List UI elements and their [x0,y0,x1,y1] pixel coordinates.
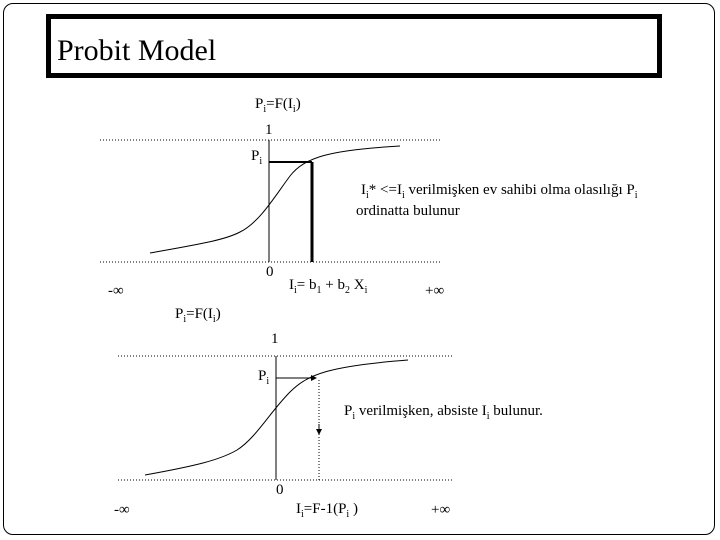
bottom-one-label: 1 [271,331,279,347]
top-one-label: 1 [265,122,273,138]
top-x-axis-label: $I_i= b_1 + b_2$ $X_i$ [289,277,368,296]
top-neg-inf-label: -∞ [108,283,124,299]
top-point-marker [311,211,313,213]
bottom-zero-label: 0 [276,482,284,498]
bottom-x-axis-label: $I_i=F-1(P_i$ ) [296,501,358,520]
top-pos-inf-label: +∞ [425,283,445,299]
top-note-line1: $I_i* <=I_i$ verilmişken ev sahibi olma olasılığı $P_i$ [361,182,638,201]
bottom-note: $P_i$ verilmişken, absiste $I_i$ bulunur. [344,403,543,422]
top-function-label: $P_i=F(I_i)$ [255,96,301,115]
bottom-pos-inf-label: +∞ [431,502,451,518]
top-zero-label: 0 [266,264,274,280]
bottom-pi-label: $P_i$ [258,368,270,387]
top-pi-label: $P_i$ [251,148,263,167]
bottom-function-label: $P_i=F(I_i)$ [175,306,221,325]
slide-title: Probit Model [57,34,217,67]
bottom-neg-inf-label: -∞ [114,502,130,518]
top-note-line2: ordinatta bulunur [356,203,460,219]
